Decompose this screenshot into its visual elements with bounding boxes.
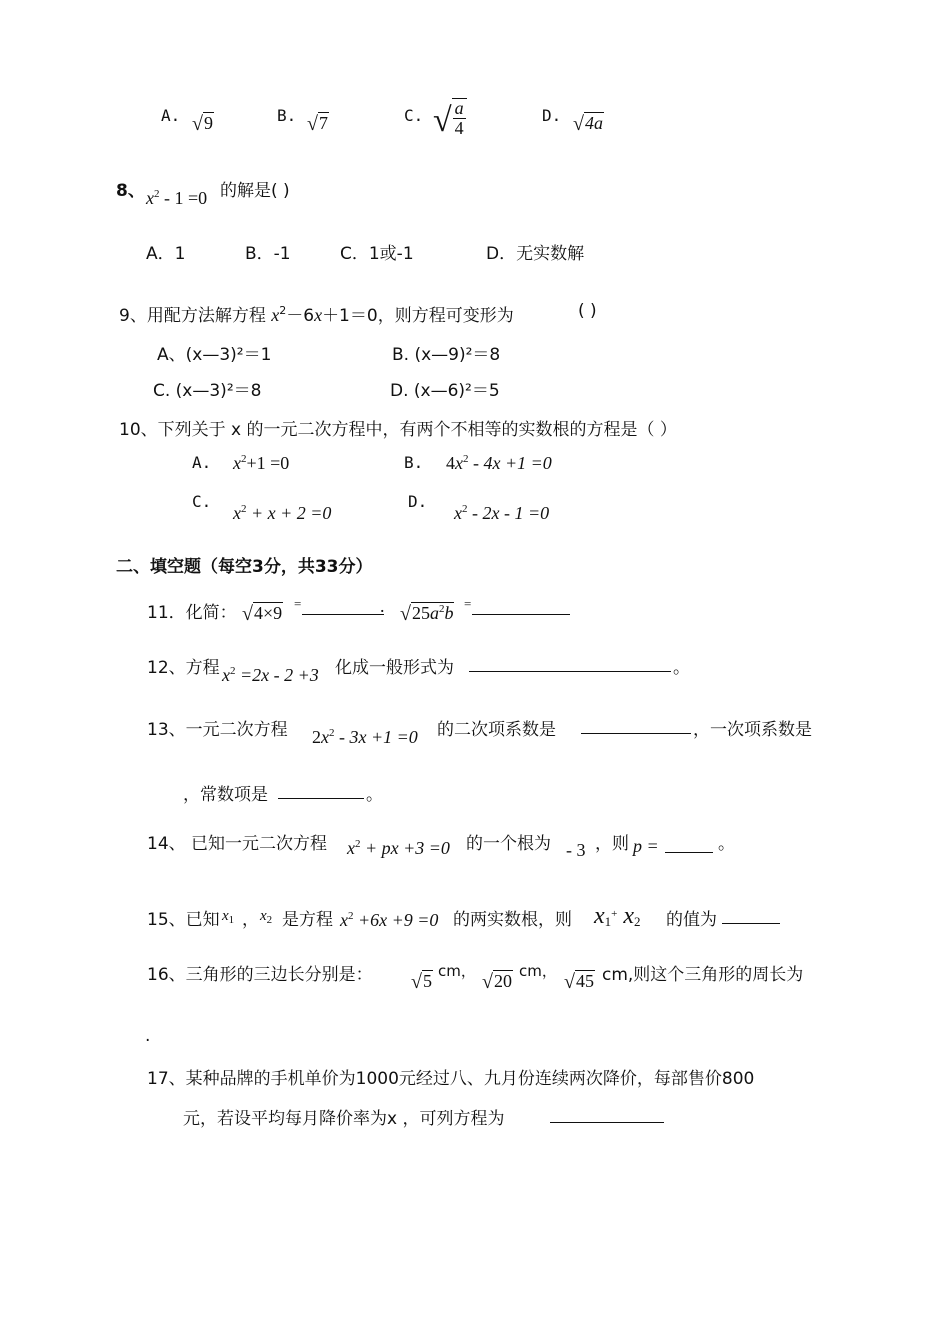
q7-option-b-label: B. <box>277 106 297 125</box>
q10-stem: 10、下列关于 x 的一元二次方程中，有两个不相等的实数根的方程是（ ） <box>119 420 677 440</box>
q10-option-c-eq: $x^2 + x + 2 =0$ <box>233 503 332 523</box>
q15-end: 的值为 <box>666 910 717 930</box>
section-2-title: 二、填空题（每空3分，共33分） <box>116 557 373 577</box>
q15-sep: ， <box>242 910 259 930</box>
q11-radical-2: √ $25a^2b$ <box>400 602 454 625</box>
q10-option-d-eq: $x^2 - 2x - 1 =0$ <box>454 503 550 523</box>
q8-number: 8、 <box>116 181 145 201</box>
q14-answer-blank[interactable] <box>665 834 713 854</box>
q11-radical-1: √ 4×9 <box>242 602 283 625</box>
q13-end: 。 <box>366 785 383 805</box>
q10-option-b-eq: $4x^2 - 4x +1 =0$ <box>446 453 552 473</box>
q8-option-b: B．-1 <box>245 244 291 264</box>
q15-sum-expression: $x_1^+$ $x_2$ <box>594 903 641 929</box>
q14-mid: 的一个根为 <box>466 834 551 854</box>
q13-mid2: ，一次项系数是 <box>693 720 812 740</box>
q11-dot: . <box>380 596 385 616</box>
q16-unit-1: cm， <box>438 962 476 980</box>
q11-equals-2: = <box>464 596 472 611</box>
q14-mid2: ，则 <box>595 834 629 854</box>
q14-prefix: 14、 已知一元二次方程 <box>147 834 328 854</box>
q11-answer-blank-1[interactable] <box>302 596 384 616</box>
q17-answer-blank[interactable] <box>550 1104 664 1124</box>
q16-suffix: cm,则这个三角形的周长为 <box>602 965 804 985</box>
q13-line2: ，常数项是 <box>183 785 268 805</box>
q15-prefix: 15、已知 <box>147 910 220 930</box>
q13-answer-blank-1[interactable] <box>581 715 691 735</box>
q11-equals-1: = <box>294 596 302 611</box>
q8-stem: 的解是( ) <box>220 181 290 201</box>
q15-mid2: 的两实数根，则 <box>453 910 572 930</box>
q7-option-d-label: D. <box>542 106 562 125</box>
q9-option-d: D. (x—6)²＝5 <box>390 381 500 401</box>
q7-option-c-label: C. <box>404 106 424 125</box>
q13-answer-blank-2[interactable] <box>278 780 364 800</box>
q13-mid: 的二次项系数是 <box>437 720 556 740</box>
q16-line2: . <box>145 1026 151 1046</box>
q15-equation: $x^2 +6x +9 =0$ <box>340 910 439 930</box>
q16-prefix: 16、三角形的三边长分别是： <box>147 965 373 985</box>
q14-p-label: p = <box>633 836 659 856</box>
q10-option-c-label: C. <box>192 492 212 511</box>
q10-option-a-eq: $x^2+1 =0$ <box>233 453 290 473</box>
q9-option-b: B. (x—9)²＝8 <box>392 345 501 365</box>
q8-equation: $x^2 - 1 =0$ <box>146 188 208 208</box>
q10-option-b-label: B. <box>404 453 424 472</box>
q8-option-a: A．1 <box>146 244 186 264</box>
q7-option-d-value: √ 4a <box>573 112 603 135</box>
q8-option-c: C．1或-1 <box>340 244 414 264</box>
q12-end: 。 <box>673 658 690 678</box>
q12-prefix: 12、方程 <box>147 658 220 678</box>
q17-line1: 17、某种品牌的手机单价为1000元经过八、九月份连续两次降价，每部售价800 <box>147 1069 755 1089</box>
q14-equation: $x^2$ + px +3 =0 <box>347 838 450 858</box>
q12-equation: $x^2 =2x - 2 +3$ <box>222 665 319 685</box>
q14-root: - 3 <box>566 840 586 860</box>
q11-prefix: 11．化简： <box>147 603 237 623</box>
q16-unit-2: cm， <box>519 962 557 980</box>
q15-x1: $x_1$ <box>222 908 235 926</box>
q15-answer-blank[interactable] <box>722 905 780 925</box>
q7-option-a-label: A. <box>161 106 181 125</box>
q13-equation: $2x^2 - 3x +1 =0$ <box>312 727 418 747</box>
q9-option-a: A、(x—3)²＝1 <box>157 345 272 365</box>
q12-suffix: 化成一般形式为 <box>335 658 454 678</box>
q11-answer-blank-2[interactable] <box>472 596 570 616</box>
q9-option-c: C. (x—3)²＝8 <box>153 381 262 401</box>
q7-option-b-value: √ 7 <box>307 112 328 135</box>
q17-line2: 元，若设平均每月降价率为x ，可列方程为 <box>183 1109 505 1129</box>
q16-side-3: √ 45 <box>564 970 594 993</box>
q14-end: 。 <box>718 834 735 854</box>
q10-option-a-label: A. <box>192 453 212 472</box>
q15-mid: 是方程 <box>282 910 333 930</box>
q12-answer-blank[interactable] <box>469 653 671 673</box>
q8-option-d: D．无实数解 <box>486 244 585 264</box>
q9-answer-paren: ( ) <box>578 301 597 321</box>
q16-side-2: √ 20 <box>482 970 512 993</box>
q16-side-1: √ 5 <box>411 970 432 993</box>
q13-prefix: 13、一元二次方程 <box>147 720 288 740</box>
q10-option-d-label: D. <box>408 492 428 511</box>
q7-option-c-value: √ $\frac{a}{4}$ <box>433 98 467 138</box>
q15-x2: $x_2$ <box>260 908 273 926</box>
q7-option-a-value: √ 9 <box>192 112 213 135</box>
q9-stem: 9、用配方法解方程 $x^2-6x+1=0$，则方程可变形为 <box>119 304 514 326</box>
